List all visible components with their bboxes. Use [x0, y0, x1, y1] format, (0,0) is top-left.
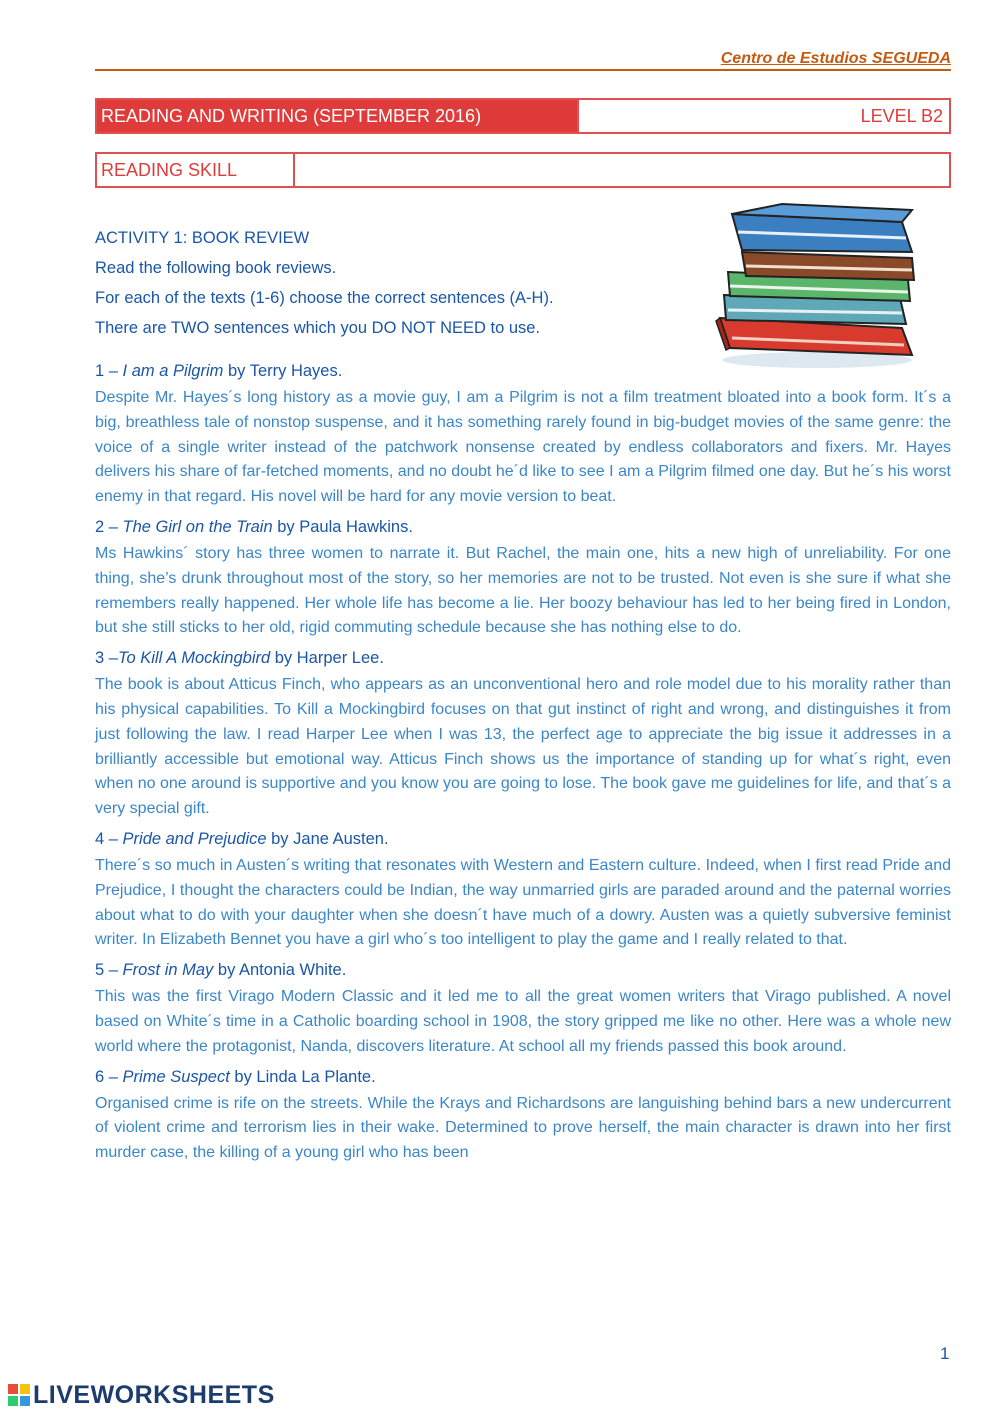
review-title-1	[95, 358, 951, 384]
review-text-4: There´s so much in Austen´s writing that resonates with Western and Eastern culture. Indeed, when I first read Pride and Prejudice, I thought the characters could be Indian, the way unmarried girls are paraded around and the paternal worries about what to do with your daughter when she doesn´t have much of a dowry. Austen was a quietly subversive feminist writer. In Elizabeth Bennet you have a girl who´s too intelligent to play the game and I really related to that.	[95, 856, 951, 949]
book-author: by Jane Austen.	[266, 829, 389, 848]
review-number: 3 –	[95, 649, 118, 668]
book-title: The Girl on the Train	[122, 517, 273, 536]
review-number: 1 –	[95, 362, 123, 380]
book-author: by Paula Hawkins.	[272, 517, 413, 536]
review-text-2: Ms Hawkins´ story has three women to narrate it. But Rachel, the main one, hits a new high of unreliability. For one thing, she’s drunk throughout most of the story, so her memories are not to be trusted. Not even is she sure if what she remembers really happened. Her whole life has become a lie. Her boozy behaviour has led to her being fired in London, but she still sticks to her old, rigid commuting schedule because she has nothing else to do.	[95, 544, 951, 637]
reviews-list	[95, 358, 951, 1170]
activity-title: ACTIVITY 1: BOOK REVIEW	[95, 229, 310, 247]
review-text-5: This was the first Virago Modern Classic and it led me to all the great women writers that Virago published. A novel based on White´s time in a Catholic boarding school in 1908, the story gripped me like no other. Here was a whole new world where the protagonist, Nanda, discovers literature. At school all my friends passed this book around.	[95, 988, 951, 1055]
review-title-2	[95, 514, 951, 540]
page-number: 1	[940, 1344, 950, 1363]
book-author: by Harper Lee.	[270, 649, 384, 668]
review-number: 5 –	[95, 961, 123, 980]
brand-name: LIVEWORKSHEETS	[33, 1380, 275, 1409]
review-title-5	[95, 957, 951, 983]
section-blank	[295, 154, 949, 186]
books-stack-icon	[712, 200, 922, 370]
section-title: READING SKILL	[97, 154, 295, 186]
book-title: Pride and Prejudice	[122, 829, 267, 848]
review-title-6	[95, 1064, 951, 1090]
review-title-4	[95, 826, 951, 852]
liveworksheets-icon	[8, 1384, 30, 1406]
book-author: by Linda La Plante.	[229, 1067, 376, 1086]
liveworksheets-logo[interactable]	[8, 1381, 275, 1409]
book-author: by Terry Hayes.	[223, 362, 343, 380]
review-title-3	[95, 645, 951, 671]
review-number: 6 –	[95, 1067, 123, 1086]
review-number: 2 –	[95, 517, 123, 536]
instruction-line-3: There are TWO sentences which you DO NOT NEED to use.	[95, 319, 541, 337]
school-name: Centro de Estudios SEGUEDA	[720, 50, 951, 67]
book-author: by Antonia White.	[213, 961, 347, 980]
level-label: LEVEL B2	[577, 100, 949, 132]
book-title: I am a Pilgrim	[122, 362, 224, 380]
review-text-1: Despite Mr. Hayes´s long history as a movie guy, I am a Pilgrim is not a film treatment bloated into a book form. It´s a big, breathless tale of nonstop suspense, and it has something rarely found in big-budget movies of the same genre: the voice of a single writer instead of the patchwork nonsense created by endless collaborators and fixers. Mr. Hayes delivers his share of far-fetched moments, and no doubt he´d like to see I am a Pilgrim filmed one day. But he´s his worst enemy in that regard. His novel will be hard for any movie version to beat.	[95, 389, 951, 506]
instruction-line-2: For each of the texts (1-6) choose the correct sentences (A-H).	[95, 289, 554, 307]
review-text-6: Organised crime is rife on the streets. While the Krays and Richardsons are languishing behind bars a new undercurrent of violent crime and terrorism lies in their wake. Determined to prove herself, the main character is drawn into her first murder case, the killing of a young girl who has been	[95, 1094, 951, 1162]
section-row	[95, 152, 951, 188]
book-title: Prime Suspect	[122, 1067, 230, 1086]
instruction-line-1: Read the following book reviews.	[95, 259, 337, 277]
review-text-3: The book is about Atticus Finch, who appears as an unconventional hero and role model due to his morality rather than his physical capabilities. To Kill a Mockingbird focuses on that gut instinct of right and wrong, and distinguishes it from just following the law. I read Harper Lee when I was 13, the perfect age to appreciate the big issue it addresses in a brilliantly accessible but emotional way. Atticus Finch shows us the importance of standing up for what´s right, even when no one around is supportive and you know you are going to lose. The book gave me guidelines for life, and that´s a very special gift.	[95, 676, 951, 818]
exam-title-row	[95, 98, 951, 134]
header-divider	[95, 69, 951, 71]
book-title: Frost in May	[122, 961, 214, 980]
exam-title: READING AND WRITING (SEPTEMBER 2016)	[97, 100, 577, 132]
activity-instructions	[95, 223, 715, 343]
review-number: 4 –	[95, 829, 123, 848]
book-title: To Kill A Mockingbird	[117, 649, 271, 668]
